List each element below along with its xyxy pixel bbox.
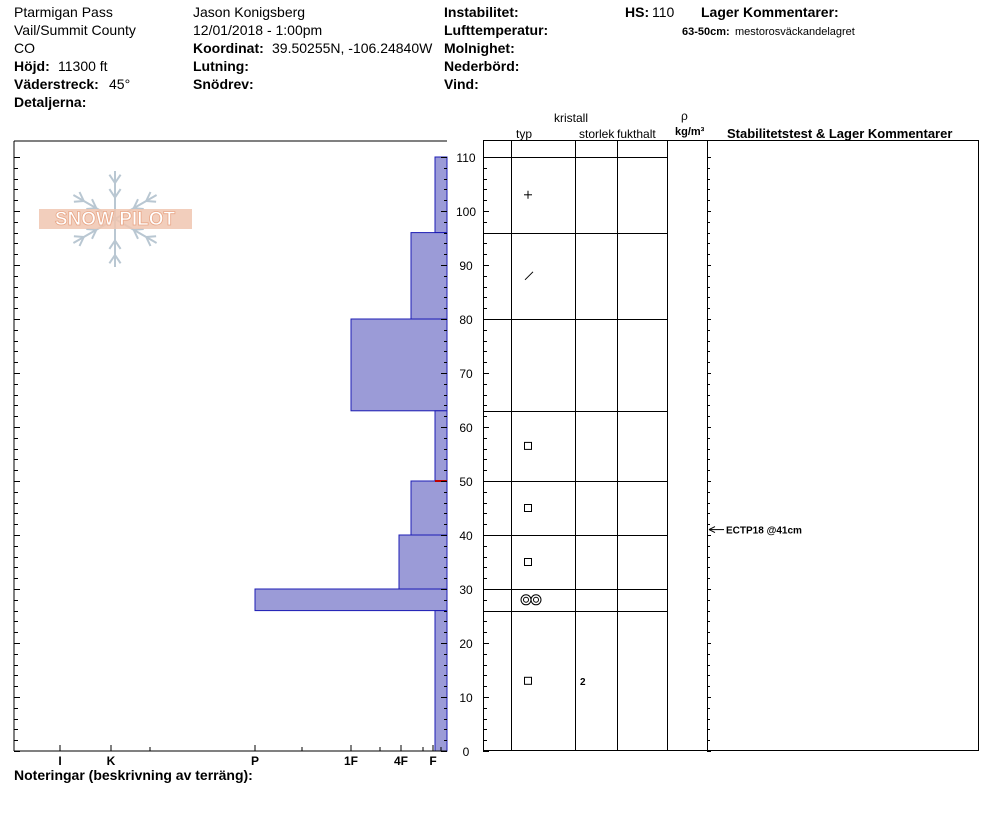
hardness-tick-label: 1F [343,754,359,768]
faceted-grain-symbol [525,442,532,449]
depth-tick-label: 110 [456,151,476,165]
flake-branch [146,236,156,237]
elevation-value: 11300 ft [58,58,108,74]
logo-text: SNOW PILOT [54,209,176,230]
depth-tick-label: 80 [459,313,473,327]
hardness-tick-label: P [250,754,260,768]
faceted-grain-symbol [525,505,532,512]
depth-tick-label: 10 [459,691,473,705]
notes-label: Noteringar (beskrivning av terräng): [14,767,253,783]
size-header: storlek [579,127,615,141]
layer-comment-text: mestorosväckandelagret [735,26,855,38]
hardness-tick-label: 4F [393,754,409,768]
flake-branch [74,201,84,202]
hardness-bar-5 [399,535,447,589]
location-name: Ptarmigan Pass [14,4,113,20]
melt-form-symbol [534,597,539,602]
stability-header: Stabilitetstest & Lager Kommentarer [727,126,953,141]
elevation-label: Höjd: [14,58,50,74]
slope-label: Lutning: [193,58,249,74]
details-label: Detaljerna: [14,94,87,110]
moisture-header: fukthalt [617,127,656,141]
hardness-bar-6 [255,589,447,611]
depth-tick-label: 60 [459,421,473,435]
hardness-tick-label: K [106,754,116,768]
hardness-bar-4 [411,481,447,535]
depth-tick-label: 70 [459,367,473,381]
flake-branch [146,201,156,202]
depth-tick-label: 20 [459,637,473,651]
layer-comment-range: 63-50cm: [682,26,730,38]
depth-tick-label: 50 [459,475,473,489]
melt-form-symbol [524,597,529,602]
coordinate-value: 39.50255N, -106.24840W [272,40,433,56]
stability-test-label: ECTP18 @41cm [726,525,802,537]
depth-tick-label: 40 [459,529,473,543]
hardness-bar-2 [351,319,447,411]
hardness-tick-label: I [58,754,62,768]
crystal-header: kristall [554,111,589,125]
snowpilot-logo [39,171,192,267]
hardness-tick-label: F [429,754,437,768]
depth-tick-label: 100 [455,205,477,219]
melt-form-symbol [531,595,541,605]
aspect-label: Väderstreck: [14,76,99,92]
hardness-bar-1 [411,233,447,319]
type-header: typ [516,127,533,141]
decomposing-grain-symbol [525,272,533,280]
depth-tick-label: 30 [459,583,473,597]
instability-label: Instabilitet: [444,4,519,20]
depth-tick-label: 0 [462,745,470,759]
air-temp-label: Lufttemperatur: [444,22,549,38]
density-unit-header: kg/m³ [675,126,705,138]
wind-label: Vind: [444,76,479,92]
precip-label: Nederbörd: [444,58,520,74]
grain-size-label: 2 [580,676,586,688]
coordinate-label: Koordinat: [193,40,264,56]
flake-branch [74,236,84,237]
grain-table-frame [484,141,979,751]
drift-label: Snödrev: [193,76,254,92]
faceted-grain-symbol [525,559,532,566]
aspect-value: 45° [109,76,131,92]
region-name: Vail/Summit County [14,22,136,38]
depth-tick-label: 90 [459,259,473,273]
faceted-grain-symbol [525,677,532,684]
melt-form-symbol [521,595,531,605]
cloud-label: Molnighet: [444,40,515,56]
observation-datetime: 12/01/2018 - 1:00pm [193,22,323,38]
layer-comments-title: Lager Kommentarer: [701,4,839,20]
observer-name: Jason Konigsberg [193,4,306,20]
hs-label: HS: [625,4,650,20]
rho-header: ρ [681,109,688,123]
state-name: CO [14,40,35,56]
hs-value: 110 [652,4,675,20]
